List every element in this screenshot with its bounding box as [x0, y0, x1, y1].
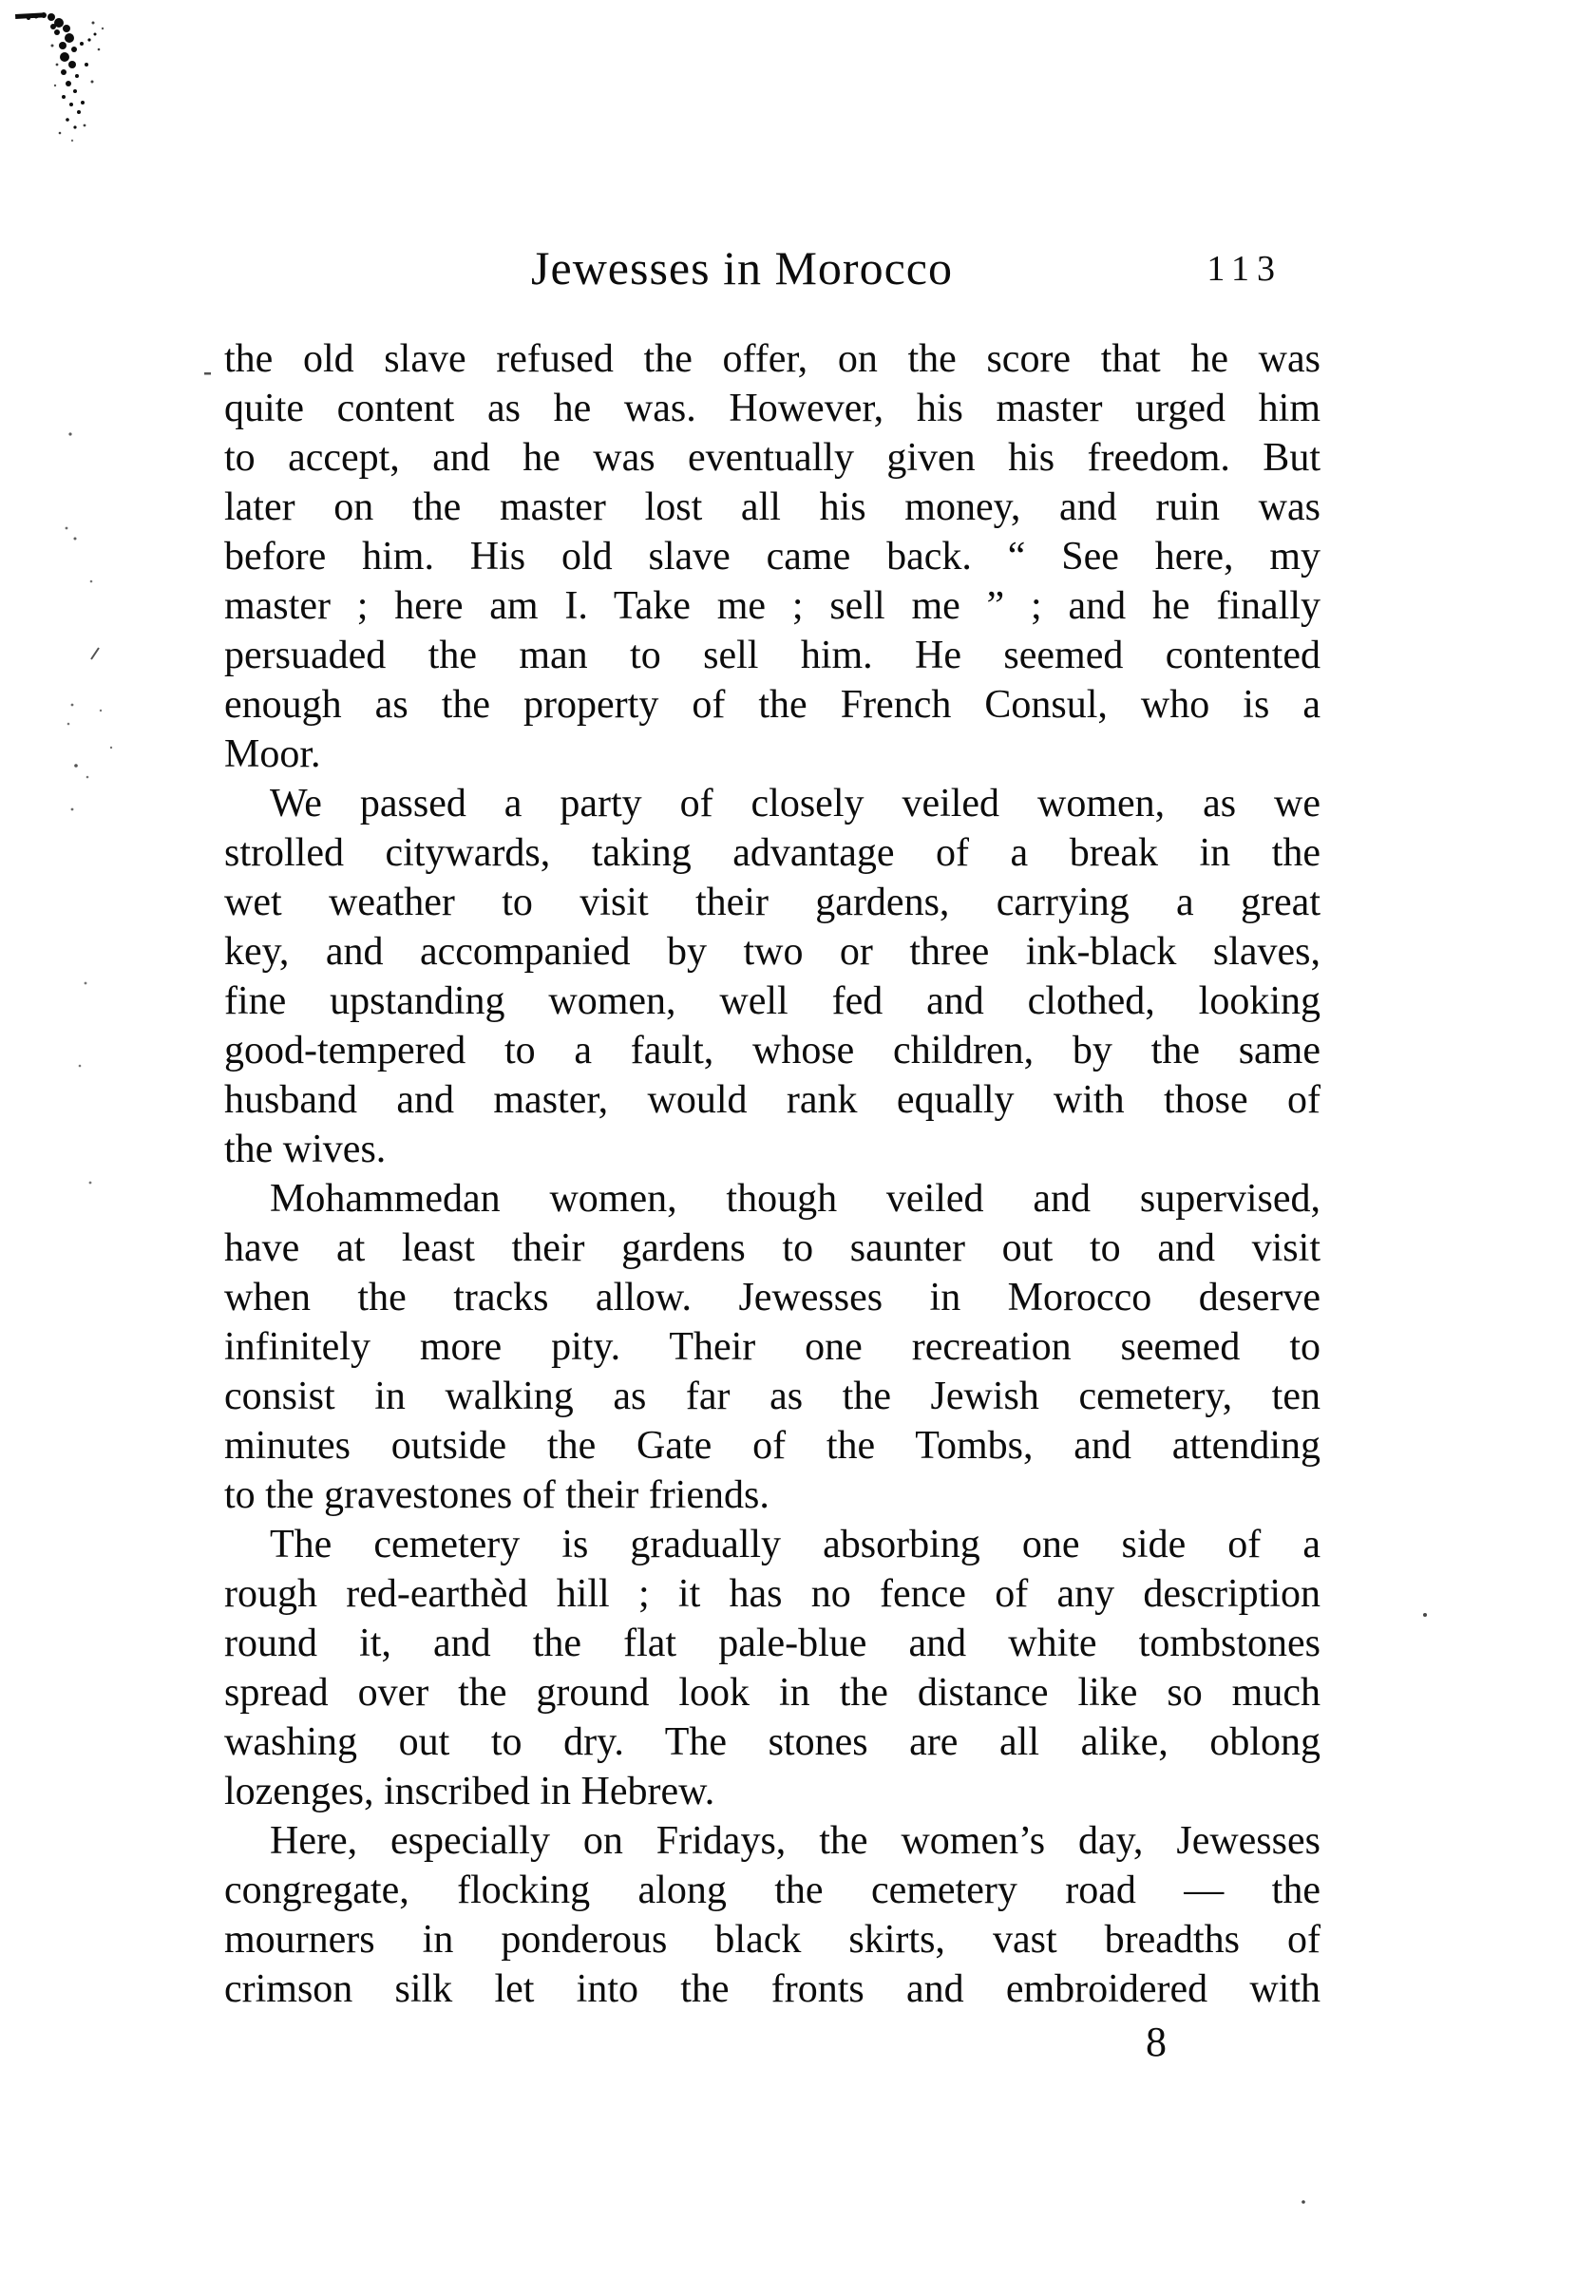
paragraph [224, 1174, 1320, 1520]
text-line: have at least their gardens to saunter out to and visit [224, 1226, 1320, 1270]
text-line: to the gravestones of their friends. [224, 1473, 770, 1517]
text-line: mourners in ponderous black skirts, vast breadths of [224, 1918, 1320, 1962]
text-line: enough as the property of the French Consul, who is a [224, 683, 1320, 727]
text-line: Here, especially on Fridays, the women’s day, Jewesses [270, 1819, 1320, 1863]
text-line: master ; here am I. Take me ; sell me ” ; and he finally [224, 584, 1320, 628]
text-line: before him. His old slave came back. “ See here, my [224, 535, 1320, 579]
text-line: key, and accompanied by two or three ink-black slaves, [224, 930, 1320, 974]
text-line: fine upstanding women, well fed and clothed, looking [224, 979, 1320, 1023]
paragraph [224, 1816, 1320, 2014]
text-line: later on the master lost all his money, and ruin was [224, 485, 1320, 529]
text-line: Mohammedan women, though veiled and supervised, [270, 1177, 1320, 1221]
paragraph [224, 779, 1320, 1174]
running-head-title: Jewesses in Morocco [531, 241, 953, 294]
text-line: Moor. [224, 732, 321, 776]
paragraph [224, 334, 1320, 779]
text-line: The cemetery is gradually absorbing one side of a [270, 1523, 1320, 1566]
body-text [224, 334, 1320, 2014]
text-line: minutes outside the Gate of the Tombs, and attending [224, 1424, 1320, 1468]
text-line: quite content as he was. However, his master urged him [224, 387, 1320, 430]
text-line: strolled citywards, taking advantage of a break in the [224, 831, 1320, 875]
text-line: spread over the ground look in the distance like so much [224, 1671, 1320, 1715]
text-line: crimson silk let into the fronts and embroidered with [224, 1967, 1320, 2011]
text-line: the wives. [224, 1128, 387, 1171]
paragraph [224, 1520, 1320, 1816]
text-line: husband and master, would rank equally with those of [224, 1078, 1320, 1122]
text-line: consist in walking as far as the Jewish cemetery, ten [224, 1375, 1320, 1418]
text-line: We passed a party of closely veiled women, as we [270, 782, 1320, 825]
signature-mark: 8 [1146, 2019, 1167, 2065]
text-line: wet weather to visit their gardens, carrying a great [224, 881, 1320, 924]
ink-smudge-artifact [10, 9, 133, 152]
text-line: congregate, flocking along the cemetery road — the [224, 1869, 1320, 1912]
text-line: lozenges, inscribed in Hebrew. [224, 1770, 715, 1813]
text-line: infinitely more pity. Their one recreation seemed to [224, 1325, 1320, 1369]
text-line: persuaded the man to sell him. He seemed contented [224, 634, 1320, 677]
text-line: to accept, and he was eventually given his freedom. But [224, 436, 1320, 480]
text-line: the old slave refused the offer, on the score that he was [224, 337, 1320, 381]
text-line: when the tracks allow. Jewesses in Morocco deserve [224, 1276, 1320, 1319]
text-line: good-tempered to a fault, whose children, by the same [224, 1029, 1320, 1072]
page-header [224, 241, 1320, 302]
text-line: rough red-earthèd hill ; it has no fence of any description [224, 1572, 1320, 1616]
text-line: washing out to dry. The stones are all alike, oblong [224, 1720, 1320, 1764]
page-number: 113 [1206, 249, 1282, 289]
text-line: round it, and the flat pale-blue and white tombstones [224, 1622, 1320, 1665]
